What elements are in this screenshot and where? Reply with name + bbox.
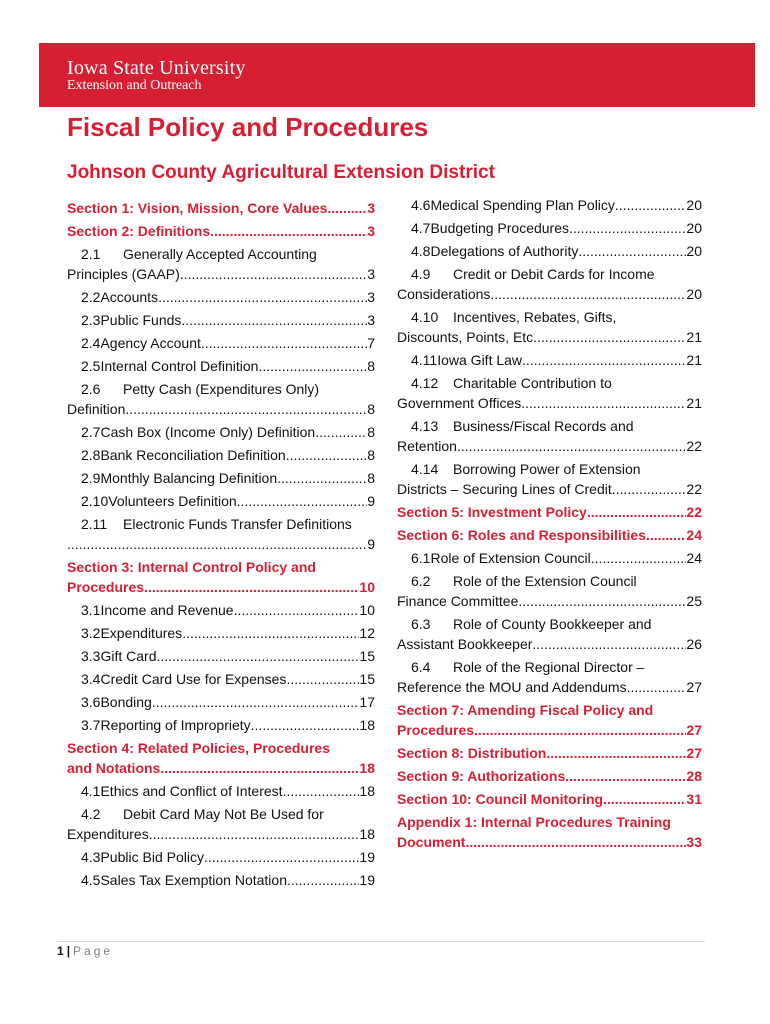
toc-entry-title: Role of the Regional Director –: [453, 659, 645, 675]
toc-page-number: 20: [686, 220, 702, 236]
toc-subsection-entry[interactable]: [67, 870, 375, 890]
toc-entry-title: Budgeting Procedures: [430, 220, 570, 236]
toc-entry-title: Agency Account: [100, 335, 201, 351]
toc-entry-number: 4.1: [81, 783, 101, 799]
toc-page-number: 8: [367, 447, 375, 463]
toc-dot-leader: [612, 479, 687, 499]
toc-entry-title-continued: Procedures: [397, 722, 475, 738]
university-banner: [39, 43, 755, 107]
toc-subsection-entry[interactable]: [67, 623, 375, 643]
toc-left-column: [67, 195, 375, 890]
toc-entry-number: 6.4: [411, 659, 431, 675]
toc-entry-title: Incentives, Rebates, Gifts,: [453, 309, 617, 325]
toc-entry-number: 2.4: [81, 335, 101, 351]
toc-entry-number: 4.3: [81, 849, 101, 865]
toc-page-number: 3: [367, 289, 375, 305]
toc-page-number: 3: [367, 266, 375, 282]
toc-dot-leader: [210, 221, 367, 241]
toc-entry-title-continued: Retention: [397, 438, 457, 454]
toc-dot-leader: [627, 677, 687, 697]
toc-page-number: 28: [686, 768, 702, 784]
toc-entry-number: 3.7: [81, 717, 101, 733]
toc-entry-title-continued: Considerations: [397, 286, 491, 302]
toc-entry-title: Credit Card Use for Expenses: [100, 671, 287, 687]
toc-dot-leader: [158, 287, 367, 307]
toc-subsection-entry[interactable]: [397, 571, 702, 611]
toc-dot-leader: [490, 284, 686, 304]
toc-section-entry[interactable]: [397, 789, 702, 809]
toc-dot-leader: [182, 623, 359, 643]
toc-subsection-entry[interactable]: [397, 350, 702, 370]
toc-entry-number: 6.3: [411, 616, 431, 632]
toc-entry-title: Public Bid Policy: [100, 849, 204, 865]
toc-dot-leader: [578, 241, 686, 261]
toc-page-number: 20: [686, 243, 702, 259]
toc-entry-title-continued: Definition: [67, 401, 126, 417]
toc-dot-leader: [286, 669, 359, 689]
toc-dot-leader: [287, 870, 359, 890]
toc-subsection-entry[interactable]: [67, 646, 375, 666]
toc-entry-title: Generally Accepted Accounting: [123, 246, 317, 262]
toc-page-number: 15: [359, 648, 375, 664]
toc-entry-title: Petty Cash (Expenditures Only): [123, 381, 320, 397]
toc-dot-leader: [518, 591, 686, 611]
toc-dot-leader: [603, 789, 686, 809]
toc-page-number: 22: [686, 438, 702, 454]
toc-section-entry[interactable]: [397, 766, 702, 786]
toc-subsection-entry[interactable]: [397, 195, 702, 215]
toc-entry-title-continued: Districts – Securing Lines of Credit: [397, 481, 612, 497]
toc-entry-title: Section 1: Vision, Mission, Core Values: [67, 200, 328, 216]
toc-page-number: 10: [359, 602, 375, 618]
toc-entry-title-continued: and Notations: [67, 760, 161, 776]
toc-page-number: 19: [359, 849, 375, 865]
toc-dot-leader: [615, 195, 687, 215]
toc-entry-number: 2.7: [81, 424, 101, 440]
toc-entry-title: Medical Spending Plan Policy: [430, 197, 615, 213]
toc-dot-leader: [646, 525, 686, 545]
toc-entry-title: Section 7: Amending Fiscal Policy and: [397, 702, 654, 718]
toc-entry-title: Role of the Extension Council: [453, 573, 637, 589]
toc-dot-leader: [474, 720, 686, 740]
toc-dot-leader: [591, 548, 687, 568]
toc-entry-number: 2.8: [81, 447, 101, 463]
toc-subsection-entry[interactable]: [397, 373, 702, 413]
toc-entry-number: 4.13: [411, 418, 439, 434]
university-name: Iowa State University: [67, 57, 246, 79]
toc-section-entry[interactable]: [397, 502, 702, 522]
toc-section-entry[interactable]: [67, 557, 375, 597]
toc-dot-leader: [251, 715, 360, 735]
toc-page-number: 8: [367, 401, 375, 417]
toc-entry-number: 3.3: [81, 648, 101, 664]
toc-subsection-entry[interactable]: [67, 692, 375, 712]
toc-subsection-entry[interactable]: [397, 459, 702, 499]
toc-subsection-entry[interactable]: [67, 468, 375, 488]
toc-subsection-entry[interactable]: [67, 379, 375, 419]
toc-page-number: 22: [686, 481, 702, 497]
toc-subsection-entry[interactable]: [67, 847, 375, 867]
toc-entry-number: 3.2: [81, 625, 101, 641]
toc-subsection-entry[interactable]: [67, 287, 375, 307]
toc-subsection-entry[interactable]: [67, 310, 375, 330]
toc-entry-title: Charitable Contribution to: [453, 375, 612, 391]
toc-entry-title: Debit Card May Not Be Used for: [123, 806, 324, 822]
toc-page-number: 27: [686, 722, 702, 738]
toc-entry-number: 3.1: [81, 602, 101, 618]
toc-section-entry[interactable]: [397, 812, 702, 852]
toc-entry-title: Internal Control Definition: [100, 358, 259, 374]
toc-subsection-entry[interactable]: [397, 614, 702, 654]
toc-section-entry[interactable]: [67, 738, 375, 778]
toc-entry-title-continued: Reference the MOU and Addendums: [397, 679, 627, 695]
toc-section-entry[interactable]: [397, 743, 702, 763]
toc-entry-title-continued: Finance Committee: [397, 593, 519, 609]
toc-page-number: 8: [367, 470, 375, 486]
toc-page-number: 18: [359, 826, 375, 842]
toc-dot-leader: [160, 758, 359, 778]
toc-page-number: 26: [686, 636, 702, 652]
toc-entry-title: Sales Tax Exemption Notation: [100, 872, 287, 888]
document-title: Fiscal Policy and Procedures: [67, 112, 429, 142]
toc-dot-leader: [587, 502, 687, 522]
toc-page-number: 19: [359, 872, 375, 888]
toc-page-number: 10: [359, 579, 375, 595]
toc-entry-number: 4.12: [411, 375, 439, 391]
toc-subsection-entry[interactable]: [67, 491, 375, 511]
toc-entry-number: 2.3: [81, 312, 101, 328]
toc-page-number: 24: [686, 527, 702, 543]
toc-entry-title: Monthly Balancing Definition: [100, 470, 278, 486]
toc-dot-leader: [283, 781, 360, 801]
toc-page-number: 21: [686, 395, 702, 411]
toc-entry-number: 3.4: [81, 671, 101, 687]
toc-entry-title: Section 5: Investment Policy: [397, 504, 587, 520]
toc-page-number: 8: [367, 424, 375, 440]
toc-entry-title: Public Funds: [100, 312, 182, 328]
toc-dot-leader: [327, 198, 367, 218]
toc-page-number: 18: [359, 760, 375, 776]
toc-page-number: 21: [686, 329, 702, 345]
toc-dot-leader: [234, 600, 360, 620]
toc-entry-title: Credit or Debit Cards for Income: [453, 266, 655, 282]
toc-dot-leader: [204, 847, 359, 867]
toc-entry-title: Section 2: Definitions: [67, 223, 211, 239]
toc-page-number: 24: [686, 550, 702, 566]
toc-entry-title: Role of County Bookkeeper and: [453, 616, 652, 632]
toc-entry-number: 4.2: [81, 806, 101, 822]
toc-page-number: 9: [367, 493, 375, 509]
toc-dot-leader: [315, 422, 367, 442]
toc-subsection-entry[interactable]: [67, 422, 375, 442]
toc-page-number: 21: [686, 352, 702, 368]
toc-dot-leader: [465, 832, 686, 852]
toc-dot-leader: [532, 634, 686, 654]
toc-entry-title: Section 6: Roles and Responsibilities: [397, 527, 646, 543]
toc-entry-title: Expenditures: [100, 625, 183, 641]
toc-page-number: 12: [359, 625, 375, 641]
toc-section-entry[interactable]: [397, 700, 702, 740]
toc-entry-title: Income and Revenue: [100, 602, 234, 618]
toc-dot-leader: [537, 327, 686, 347]
toc-page-number: 9: [367, 536, 375, 552]
toc-dot-leader: [125, 399, 367, 419]
page-number: 1: [57, 944, 64, 958]
toc-entry-title: Borrowing Power of Extension: [453, 461, 641, 477]
toc-entry-title: Section 3: Internal Control Policy and: [67, 559, 316, 575]
toc-subsection-entry[interactable]: [67, 669, 375, 689]
toc-page-number: 25: [686, 593, 702, 609]
toc-dot-leader: [181, 310, 367, 330]
toc-page-number: 27: [686, 679, 702, 695]
toc-entry-title: Delegations of Authority: [430, 243, 579, 259]
toc-dot-leader: [521, 393, 686, 413]
toc-subsection-entry[interactable]: [67, 804, 375, 844]
toc-page-number: 3: [367, 200, 375, 216]
toc-page-number: 8: [367, 358, 375, 374]
toc-entry-number: 4.10: [411, 309, 439, 325]
toc-page-number: 17: [359, 694, 375, 710]
toc-dot-leader: [152, 692, 360, 712]
toc-entry-title: Iowa Gift Law: [437, 352, 523, 368]
toc-entry-title: Role of Extension Council: [430, 550, 591, 566]
toc-entry-title: Section 10: Council Monitoring: [397, 791, 604, 807]
toc-subsection-entry[interactable]: [397, 218, 702, 238]
toc-subsection-entry[interactable]: [397, 657, 702, 697]
toc-page-number: 33: [686, 834, 702, 850]
toc-subsection-entry[interactable]: [67, 333, 375, 353]
toc-dot-leader: [156, 646, 359, 666]
toc-entry-number: 2.5: [81, 358, 101, 374]
footer-separator: |: [66, 944, 71, 958]
toc-entry-number: 2.6: [81, 381, 101, 397]
toc-section-entry[interactable]: [67, 198, 375, 218]
unit-name: Extension and Outreach: [67, 78, 202, 93]
toc-dot-leader: [258, 356, 367, 376]
toc-entry-title: Section 4: Related Policies, Procedures: [67, 740, 330, 756]
toc-entry-number: 2.10: [81, 493, 109, 509]
toc-entry-title: Cash Box (Income Only) Definition: [100, 424, 316, 440]
document-subtitle: Johnson County Agricultural Extension District: [67, 162, 495, 183]
toc-entry-title-continued: Document: [397, 834, 466, 850]
toc-dot-leader: [277, 468, 367, 488]
toc-page-number: 15: [359, 671, 375, 687]
toc-entry-title: Volunteers Definition: [108, 493, 237, 509]
toc-entry-number: 4.8: [411, 243, 431, 259]
toc-entry-title-continued: Expenditures: [67, 826, 149, 842]
toc-dot-leader: [237, 491, 368, 511]
toc-subsection-entry[interactable]: [397, 416, 702, 456]
toc-section-entry[interactable]: [67, 221, 375, 241]
toc-entry-number: 4.11: [411, 352, 438, 368]
toc-dot-leader: [149, 824, 360, 844]
toc-subsection-entry[interactable]: [397, 241, 702, 261]
toc-page-number: 27: [686, 745, 702, 761]
toc-entry-title: Bonding: [100, 694, 152, 710]
toc-section-entry[interactable]: [397, 525, 702, 545]
toc-subsection-entry[interactable]: [67, 781, 375, 801]
toc-entry-number: 6.2: [411, 573, 431, 589]
toc-subsection-entry[interactable]: [67, 600, 375, 620]
toc-dot-leader: [522, 350, 686, 370]
toc-page-number: 7: [367, 335, 375, 351]
toc-entry-number: 6.1: [411, 550, 431, 566]
toc-right-column: [397, 195, 702, 852]
toc-dot-leader: [144, 577, 359, 597]
toc-entry-title-continued: Government Offices: [397, 395, 522, 411]
toc-dot-leader: [67, 534, 367, 554]
footer-divider: [57, 941, 705, 942]
toc-entry-number: 2.9: [81, 470, 101, 486]
toc-entry-title: Section 8: Distribution: [397, 745, 547, 761]
toc-page-number: 3: [367, 312, 375, 328]
toc-dot-leader: [180, 264, 367, 284]
toc-dot-leader: [286, 445, 368, 465]
toc-entry-number: 2.2: [81, 289, 101, 305]
toc-subsection-entry[interactable]: [67, 356, 375, 376]
toc-page-number: 20: [686, 286, 702, 302]
toc-entry-title-continued: Principles (GAAP): [67, 266, 180, 282]
toc-entry-title-continued: Assistant Bookkeeper: [397, 636, 533, 652]
toc-entry-title: Electronic Funds Transfer Definitions: [123, 516, 352, 532]
toc-entry-number: 4.5: [81, 872, 101, 888]
toc-dot-leader: [565, 766, 686, 786]
toc-subsection-entry[interactable]: [67, 514, 375, 554]
toc-entry-title: Business/Fiscal Records and: [453, 418, 634, 434]
toc-page-number: 20: [686, 197, 702, 213]
toc-entry-number: 4.7: [411, 220, 431, 236]
toc-entry-number: 2.11: [81, 516, 108, 532]
toc-dot-leader: [546, 743, 686, 763]
toc-subsection-entry[interactable]: [67, 445, 375, 465]
toc-entry-title: Ethics and Conflict of Interest: [100, 783, 283, 799]
toc-entry-title: Bank Reconciliation Definition: [100, 447, 286, 463]
page-footer: [57, 944, 113, 958]
toc-entry-title: Appendix 1: Internal Procedures Training: [397, 814, 671, 830]
toc-subsection-entry[interactable]: [397, 264, 702, 304]
toc-page-number: 3: [367, 223, 375, 239]
toc-entry-number: 4.6: [411, 197, 431, 213]
toc-entry-title-continued: Discounts, Points, Etc.: [397, 329, 538, 345]
toc-entry-number: 4.9: [411, 266, 431, 282]
toc-entry-title: Accounts: [100, 289, 159, 305]
toc-entry-title: Reporting of Impropriety: [100, 717, 251, 733]
toc-dot-leader: [457, 436, 686, 456]
toc-subsection-entry[interactable]: [67, 715, 375, 735]
toc-entry-number: 2.1: [81, 246, 101, 262]
toc-entry-number: 3.6: [81, 694, 101, 710]
toc-subsection-entry[interactable]: [397, 307, 702, 347]
toc-entry-number: 4.14: [411, 461, 439, 477]
page-label: Page: [73, 944, 114, 958]
toc-page-number: 18: [359, 717, 375, 733]
toc-dot-leader: [201, 333, 367, 353]
toc-page-number: 22: [686, 504, 702, 520]
toc-entry-title-continued: Procedures: [67, 579, 145, 595]
toc-subsection-entry[interactable]: [397, 548, 702, 568]
toc-page-number: 18: [359, 783, 375, 799]
toc-page-number: 31: [686, 791, 702, 807]
toc-entry-title: Section 9: Authorizations: [397, 768, 566, 784]
toc-dot-leader: [569, 218, 686, 238]
toc-entry-title: Gift Card: [100, 648, 157, 664]
toc-subsection-entry[interactable]: [67, 244, 375, 284]
